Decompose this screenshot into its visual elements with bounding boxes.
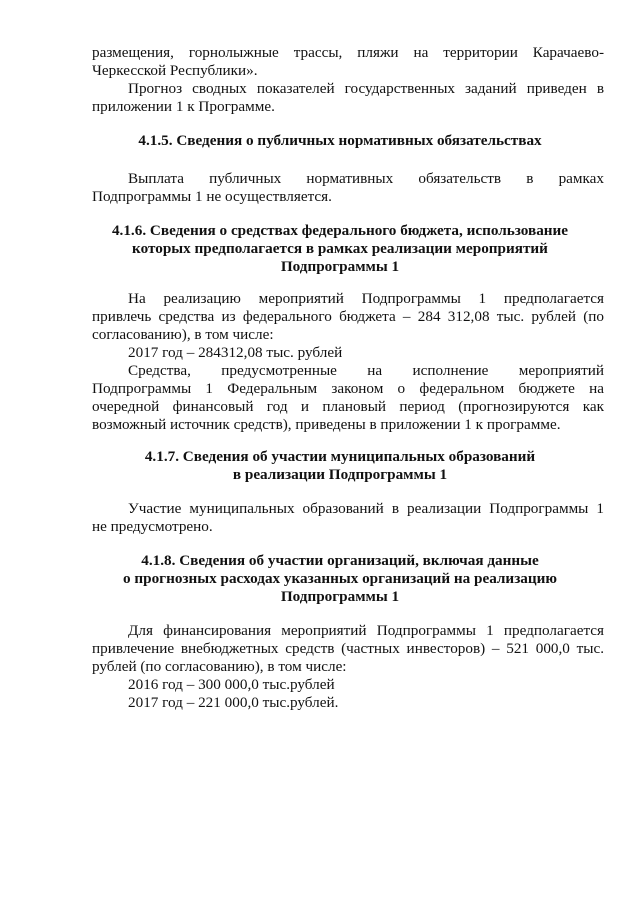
text-line: привлечь средства из федерального бюджета – 284 312,08 тыс. рублей (по [92, 308, 604, 325]
heading-line: которых предполагается в рамках реализации мероприятий [132, 240, 548, 257]
text-line: Для финансирования мероприятий Подпрограммы 1 предполагается [128, 622, 604, 639]
text-line: Подпрограммы 1 Федеральным законом о федеральном бюджете на [92, 380, 604, 397]
section-heading-418 [80, 552, 600, 606]
text-line: Подпрограммы 1 не осуществляется. [92, 188, 332, 205]
heading-line: 4.1.6. Сведения о средствах федерального бюджета, использование [111, 222, 569, 239]
heading-line: в реализации Подпрограммы 1 [232, 466, 448, 483]
section-heading-416 [80, 222, 600, 276]
heading-line: 4.1.7. Сведения об участии муниципальных образований [144, 448, 536, 465]
section-415-paragraph [92, 170, 604, 206]
text-line: Выплата публичных нормативных обязательств в рамках [128, 170, 604, 187]
heading-line: о прогнозных расходах указанных организаций на реализацию [122, 570, 557, 587]
section-416-paragraph-1 [92, 290, 604, 362]
text-line: приложении 1 к Программе. [92, 98, 275, 115]
section-heading-415 [80, 132, 600, 150]
text-line: Участие муниципальных образований в реализации Подпрограммы 1 [128, 500, 604, 517]
year-line: 2016 год – 300 000,0 тыс.рублей [128, 676, 335, 693]
text-line: возможный источник средств), приведены в приложении 1 к программе. [92, 416, 561, 433]
text-line: очередной финансовый год и плановый период (прогнозируются как [92, 398, 604, 415]
text-line: На реализацию мероприятий Подпрограммы 1 предполагается [128, 290, 604, 307]
intro-paragraph [92, 44, 604, 80]
text-line: Черкесской Республики». [92, 62, 258, 79]
year-line: 2017 год – 221 000,0 тыс.рублей. [128, 694, 339, 711]
heading-line: 4.1.5. Сведения о публичных нормативных обязательствах [138, 132, 542, 149]
heading-line: Подпрограммы 1 [280, 588, 400, 605]
text-line: размещения, горнолыжные трассы, пляжи на территории Карачаево- [92, 44, 604, 61]
text-line: рублей (по согласованию), в том числе: [92, 658, 347, 675]
forecast-paragraph [92, 80, 604, 116]
text-line: согласованию), в том числе: [92, 326, 274, 343]
heading-line: Подпрограммы 1 [280, 258, 400, 275]
section-heading-417 [80, 448, 600, 484]
text-line: Прогноз сводных показателей государственных заданий приведен в [128, 80, 604, 97]
heading-line: 4.1.8. Сведения об участии организаций, включая данные [141, 552, 539, 569]
section-416-paragraph-2 [92, 362, 604, 434]
section-418-paragraph [92, 622, 604, 712]
text-line: привлечение внебюджетных средств (частных инвесторов) – 521 000,0 тыс. [92, 640, 604, 657]
section-417-paragraph [92, 500, 604, 536]
year-line: 2017 год – 284312,08 тыс. рублей [128, 344, 343, 361]
text-line: не предусмотрено. [92, 518, 213, 535]
text-line: Средства, предусмотренные на исполнение мероприятий [128, 362, 604, 379]
